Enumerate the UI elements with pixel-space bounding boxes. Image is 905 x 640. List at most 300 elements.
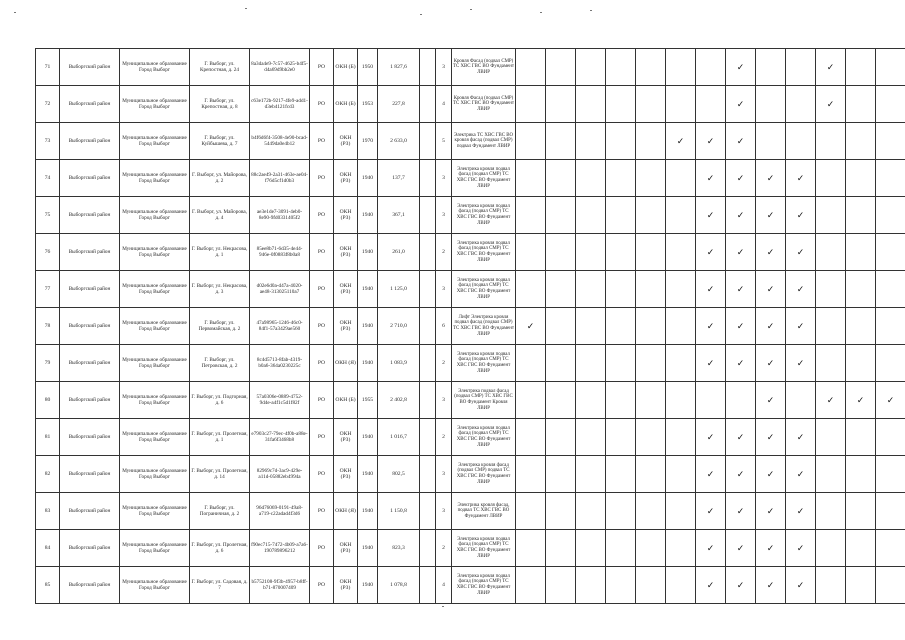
empty-work-cell bbox=[666, 308, 696, 345]
empty-work-cell bbox=[636, 419, 666, 456]
empty-work-cell bbox=[576, 493, 606, 530]
build-year-cell: 1940 bbox=[358, 493, 378, 530]
heritage-category-cell: ОКН (Б) bbox=[334, 86, 358, 123]
floors-cell: 5 bbox=[436, 123, 452, 160]
heritage-category-cell: ОКН (Б) bbox=[334, 382, 358, 419]
heritage-category-cell: ОКН (РЗ) bbox=[334, 271, 358, 308]
ownership-cell: РО bbox=[310, 345, 334, 382]
check-mark-icon: ✓ bbox=[726, 308, 756, 345]
table-row bbox=[36, 49, 905, 86]
blank-cell bbox=[420, 271, 436, 308]
house-id-cell: 57a0306e-0889-4752-9d4e-a4f1c5d1f82f bbox=[250, 382, 310, 419]
address-cell: Г. Выборг, ул. Некрасова, д. 1 bbox=[190, 234, 250, 271]
table-row bbox=[36, 382, 905, 419]
empty-work-cell bbox=[876, 419, 905, 456]
municipality-cell: Муниципальное образование Город Выборг bbox=[120, 419, 190, 456]
district-cell: Выборгский район bbox=[60, 160, 120, 197]
ownership-cell: РО bbox=[310, 49, 334, 86]
house-id-cell: 47a98965-1246-46c0-84f1-57a3429ae560 bbox=[250, 308, 310, 345]
district-cell: Выборгский район bbox=[60, 419, 120, 456]
row-number: 85 bbox=[36, 567, 60, 604]
empty-work-cell bbox=[606, 197, 636, 234]
empty-work-cell bbox=[666, 49, 696, 86]
ownership-cell: РО bbox=[310, 197, 334, 234]
empty-work-cell bbox=[546, 308, 576, 345]
house-id-cell: b5752108-9f3b-4957-b8ff-b71-870007409 bbox=[250, 567, 310, 604]
empty-work-cell bbox=[516, 567, 546, 604]
scan-speck bbox=[590, 10, 592, 11]
address-cell: Г. Выборг, ул. Пролетная, д. 14 bbox=[190, 456, 250, 493]
area-cell: 823,3 bbox=[378, 530, 420, 567]
empty-work-cell bbox=[606, 382, 636, 419]
empty-work-cell bbox=[876, 567, 905, 604]
empty-work-cell bbox=[576, 567, 606, 604]
address-cell: Г. Выборг, ул. Пролетная, д. 6 bbox=[190, 530, 250, 567]
build-year-cell: 1940 bbox=[358, 271, 378, 308]
check-mark-icon: ✓ bbox=[726, 234, 756, 271]
empty-work-cell bbox=[666, 530, 696, 567]
ownership-cell: РО bbox=[310, 308, 334, 345]
table-row bbox=[36, 493, 905, 530]
empty-work-cell bbox=[816, 234, 846, 271]
table-row bbox=[36, 530, 905, 567]
floors-cell: 3 bbox=[436, 456, 452, 493]
floors-cell: 3 bbox=[436, 382, 452, 419]
check-mark-icon: ✓ bbox=[756, 345, 786, 382]
municipality-cell: Муниципальное образование Город Выборг bbox=[120, 123, 190, 160]
empty-work-cell bbox=[546, 271, 576, 308]
area-cell: 261,0 bbox=[378, 234, 420, 271]
blank-cell bbox=[420, 49, 436, 86]
empty-work-cell bbox=[846, 160, 876, 197]
district-cell: Выборгский район bbox=[60, 86, 120, 123]
empty-work-cell bbox=[876, 308, 905, 345]
empty-work-cell bbox=[606, 493, 636, 530]
area-cell: 1 083,9 bbox=[378, 345, 420, 382]
check-mark-icon: ✓ bbox=[786, 271, 816, 308]
empty-work-cell bbox=[816, 456, 846, 493]
empty-work-cell bbox=[666, 160, 696, 197]
municipality-cell: Муниципальное образование Город Выборг bbox=[120, 234, 190, 271]
municipality-cell: Муниципальное образование Город Выборг bbox=[120, 86, 190, 123]
check-mark-icon: ✓ bbox=[756, 271, 786, 308]
district-cell: Выборгский район bbox=[60, 234, 120, 271]
floors-cell: 6 bbox=[436, 308, 452, 345]
area-cell: 1 125,0 bbox=[378, 271, 420, 308]
house-id-cell: 82969c7d-3ac9-429e-a11d-05882eb4994a bbox=[250, 456, 310, 493]
check-mark-icon: ✓ bbox=[786, 234, 816, 271]
works-list-cell: Электрика ТС ХВС ГВС ВО кровля фасад (подвал СМР) подвал Фундамент ЛВИР bbox=[452, 123, 516, 160]
row-number: 74 bbox=[36, 160, 60, 197]
ownership-cell: РО bbox=[310, 271, 334, 308]
check-mark-icon: ✓ bbox=[696, 530, 726, 567]
district-cell: Выборгский район bbox=[60, 271, 120, 308]
empty-work-cell bbox=[516, 493, 546, 530]
empty-work-cell bbox=[816, 271, 846, 308]
check-mark-icon: ✓ bbox=[756, 419, 786, 456]
empty-work-cell bbox=[606, 567, 636, 604]
empty-work-cell bbox=[636, 530, 666, 567]
empty-work-cell bbox=[546, 567, 576, 604]
empty-work-cell bbox=[546, 419, 576, 456]
district-cell: Выборгский район bbox=[60, 567, 120, 604]
empty-work-cell bbox=[516, 419, 546, 456]
district-cell: Выборгский район bbox=[60, 493, 120, 530]
empty-work-cell bbox=[666, 234, 696, 271]
build-year-cell: 1940 bbox=[358, 456, 378, 493]
empty-work-cell bbox=[876, 197, 905, 234]
build-year-cell: 1970 bbox=[358, 123, 378, 160]
check-mark-icon: ✓ bbox=[756, 160, 786, 197]
table-row bbox=[36, 160, 905, 197]
check-mark-icon: ✓ bbox=[786, 345, 816, 382]
empty-work-cell bbox=[846, 530, 876, 567]
district-cell: Выборгский район bbox=[60, 456, 120, 493]
table-row bbox=[36, 567, 905, 604]
floors-cell: 4 bbox=[436, 567, 452, 604]
empty-work-cell bbox=[666, 493, 696, 530]
house-id-cell: e7903c27-79ec-4f0b-a88e-31fa6f3468b8 bbox=[250, 419, 310, 456]
works-list-cell: Электрика кровля подвал фасад (подвал СМР) ТС ХВС ГВС ВО Фундамент ЛВИР bbox=[452, 160, 516, 197]
check-mark-icon: ✓ bbox=[756, 567, 786, 604]
heritage-category-cell: ОКН (РЗ) bbox=[334, 456, 358, 493]
empty-work-cell bbox=[606, 419, 636, 456]
house-id-cell: 88c2ae49-2a31-463e-ae04-f76d5cf1d0b3 bbox=[250, 160, 310, 197]
check-mark-icon: ✓ bbox=[696, 234, 726, 271]
address-cell: Г. Выборг, ул. Некрасова, д. 3 bbox=[190, 271, 250, 308]
empty-work-cell bbox=[816, 530, 846, 567]
blank-cell bbox=[420, 567, 436, 604]
empty-work-cell bbox=[876, 86, 905, 123]
area-cell: 2 402,8 bbox=[378, 382, 420, 419]
address-cell: Г. Выборг, ул. Подгорная, д. 6 bbox=[190, 382, 250, 419]
municipality-cell: Муниципальное образование Город Выборг bbox=[120, 382, 190, 419]
empty-work-cell bbox=[756, 86, 786, 123]
house-id-cell: 96d76069-0191-49a8-a719-c22adad4f3d6 bbox=[250, 493, 310, 530]
area-cell: 1 827,6 bbox=[378, 49, 420, 86]
house-id-cell: 85ee8b71-6d35-4e44-946e-0f0883f8b0a8 bbox=[250, 234, 310, 271]
empty-work-cell bbox=[666, 271, 696, 308]
empty-work-cell bbox=[786, 49, 816, 86]
empty-work-cell bbox=[726, 382, 756, 419]
house-id-cell: 8c4d5713-8fab-4319-b0a6-364a0230225c bbox=[250, 345, 310, 382]
empty-work-cell bbox=[576, 382, 606, 419]
floors-cell: 3 bbox=[436, 160, 452, 197]
district-cell: Выборгский район bbox=[60, 197, 120, 234]
district-cell: Выборгский район bbox=[60, 49, 120, 86]
works-list-cell: Электрика кровля подвал фасад (подвал СМР) ТС ХВС ГВС ВО Фундамент ЛВИР bbox=[452, 419, 516, 456]
works-list-cell: Электрика кровля подвал фасад (подвал СМР) ТС ХВС ГВС ВО Фундамент ЛВИР bbox=[452, 345, 516, 382]
empty-work-cell bbox=[666, 567, 696, 604]
empty-work-cell bbox=[846, 86, 876, 123]
address-cell: Г. Выборг, ул. Петровская, д. 2 bbox=[190, 345, 250, 382]
works-list-cell: Лифт Электрика кровля подвал фасад (подвал СМР) ТС ХВС ГВС ВО Фундамент ЛВИР bbox=[452, 308, 516, 345]
empty-work-cell bbox=[786, 123, 816, 160]
check-mark-icon: ✓ bbox=[756, 308, 786, 345]
row-number: 71 bbox=[36, 49, 60, 86]
district-cell: Выборгский район bbox=[60, 123, 120, 160]
empty-work-cell bbox=[876, 271, 905, 308]
empty-work-cell bbox=[606, 308, 636, 345]
address-cell: Г. Выборг, ул. Крепостная, д. 24 bbox=[190, 49, 250, 86]
table-row bbox=[36, 123, 905, 160]
empty-work-cell bbox=[606, 234, 636, 271]
check-mark-icon: ✓ bbox=[726, 271, 756, 308]
empty-work-cell bbox=[786, 86, 816, 123]
ownership-cell: РО bbox=[310, 86, 334, 123]
floors-cell: 2 bbox=[436, 345, 452, 382]
empty-work-cell bbox=[636, 86, 666, 123]
empty-work-cell bbox=[516, 345, 546, 382]
area-cell: 1 016,7 bbox=[378, 419, 420, 456]
check-mark-icon: ✓ bbox=[786, 197, 816, 234]
build-year-cell: 1940 bbox=[358, 234, 378, 271]
empty-work-cell bbox=[636, 160, 666, 197]
empty-work-cell bbox=[576, 123, 606, 160]
blank-cell bbox=[420, 308, 436, 345]
empty-work-cell bbox=[696, 382, 726, 419]
build-year-cell: 1940 bbox=[358, 197, 378, 234]
works-list-cell: Электрика кровля подвал фасад (подвал СМР) ТС ХВС ГВС ВО Фундамент ЛВИР bbox=[452, 530, 516, 567]
empty-work-cell bbox=[846, 123, 876, 160]
district-cell: Выборгский район bbox=[60, 308, 120, 345]
works-list-cell: Электрика кровля подвал фасад (подвал СМР) ТС ХВС ГВС ВО Фундамент ЛВИР bbox=[452, 234, 516, 271]
check-mark-icon: ✓ bbox=[696, 493, 726, 530]
area-cell: 802,5 bbox=[378, 456, 420, 493]
blank-cell bbox=[420, 530, 436, 567]
check-mark-icon: ✓ bbox=[816, 86, 846, 123]
empty-work-cell bbox=[756, 123, 786, 160]
empty-work-cell bbox=[876, 345, 905, 382]
empty-work-cell bbox=[846, 493, 876, 530]
floors-cell: 3 bbox=[436, 197, 452, 234]
blank-cell bbox=[420, 382, 436, 419]
check-mark-icon: ✓ bbox=[726, 49, 756, 86]
works-list-cell: Электрика кровля фасад, подвал ТС ХВС ГВС ВО Фундамент ЛВИР bbox=[452, 493, 516, 530]
empty-work-cell bbox=[576, 308, 606, 345]
empty-work-cell bbox=[846, 419, 876, 456]
address-cell: Г. Выборг, ул. Майорова, д. 4 bbox=[190, 197, 250, 234]
empty-work-cell bbox=[636, 197, 666, 234]
ownership-cell: РО bbox=[310, 382, 334, 419]
area-cell: 137,7 bbox=[378, 160, 420, 197]
empty-work-cell bbox=[876, 123, 905, 160]
build-year-cell: 1940 bbox=[358, 530, 378, 567]
empty-work-cell bbox=[666, 419, 696, 456]
check-mark-icon: ✓ bbox=[786, 493, 816, 530]
housing-register-table bbox=[35, 48, 905, 604]
heritage-category-cell: ОКН (РЗ) bbox=[334, 160, 358, 197]
empty-work-cell bbox=[516, 530, 546, 567]
area-cell: 367,1 bbox=[378, 197, 420, 234]
check-mark-icon: ✓ bbox=[816, 382, 846, 419]
row-number: 83 bbox=[36, 493, 60, 530]
floors-cell: 2 bbox=[436, 234, 452, 271]
row-number: 80 bbox=[36, 382, 60, 419]
house-id-cell: d02e6d0a-d47a-4020-ae48-313025110a7 bbox=[250, 271, 310, 308]
empty-work-cell bbox=[546, 197, 576, 234]
build-year-cell: 1940 bbox=[358, 160, 378, 197]
blank-cell bbox=[420, 456, 436, 493]
build-year-cell: 1940 bbox=[358, 567, 378, 604]
empty-work-cell bbox=[876, 530, 905, 567]
area-cell: 227,8 bbox=[378, 86, 420, 123]
heritage-category-cell: ОКН (РЗ) bbox=[334, 308, 358, 345]
floors-cell: 3 bbox=[436, 49, 452, 86]
check-mark-icon: ✓ bbox=[726, 123, 756, 160]
empty-work-cell bbox=[846, 271, 876, 308]
empty-work-cell bbox=[546, 234, 576, 271]
empty-work-cell bbox=[846, 456, 876, 493]
row-number: 78 bbox=[36, 308, 60, 345]
blank-cell bbox=[420, 197, 436, 234]
ownership-cell: РО bbox=[310, 123, 334, 160]
empty-work-cell bbox=[666, 456, 696, 493]
table-row bbox=[36, 345, 905, 382]
municipality-cell: Муниципальное образование Город Выборг bbox=[120, 160, 190, 197]
floors-cell: 2 bbox=[436, 419, 452, 456]
empty-work-cell bbox=[606, 530, 636, 567]
row-number: 81 bbox=[36, 419, 60, 456]
empty-work-cell bbox=[576, 86, 606, 123]
empty-work-cell bbox=[666, 197, 696, 234]
empty-work-cell bbox=[816, 419, 846, 456]
house-id-cell: f90ec715-7472-4b09-a7a6-190789896212 bbox=[250, 530, 310, 567]
empty-work-cell bbox=[606, 160, 636, 197]
check-mark-icon: ✓ bbox=[696, 123, 726, 160]
floors-cell: 3 bbox=[436, 493, 452, 530]
municipality-cell: Муниципальное образование Город Выборг bbox=[120, 456, 190, 493]
works-list-cell: Электрика кровля подвал фасад (подвал СМР) ТС ХВС ГВС ВО Фундамент ЛВИР bbox=[452, 271, 516, 308]
address-cell: Г. Выборг, ул. Садовая, д. 7 bbox=[190, 567, 250, 604]
check-mark-icon: ✓ bbox=[786, 419, 816, 456]
table-row bbox=[36, 419, 905, 456]
blank-cell bbox=[420, 234, 436, 271]
empty-work-cell bbox=[846, 567, 876, 604]
works-list-cell: Электрика кровля подвал фасад (подвал СМР) ТС ХВС ГВС ВО Фундамент ЛВИР bbox=[452, 197, 516, 234]
check-mark-icon: ✓ bbox=[696, 271, 726, 308]
build-year-cell: 1940 bbox=[358, 419, 378, 456]
empty-work-cell bbox=[576, 419, 606, 456]
empty-work-cell bbox=[786, 382, 816, 419]
table-row bbox=[36, 197, 905, 234]
scan-speck bbox=[14, 12, 16, 13]
check-mark-icon: ✓ bbox=[726, 345, 756, 382]
address-cell: Г. Выборг, ул. Майорова, д. 2 bbox=[190, 160, 250, 197]
empty-work-cell bbox=[816, 123, 846, 160]
blank-cell bbox=[420, 86, 436, 123]
empty-work-cell bbox=[576, 197, 606, 234]
heritage-category-cell: ОКН (РЗ) bbox=[334, 567, 358, 604]
scan-speck bbox=[540, 12, 542, 13]
empty-work-cell bbox=[516, 160, 546, 197]
house-id-cell: c63e172b-9217-4fe9-add1-d3eb4121fcd3 bbox=[250, 86, 310, 123]
check-mark-icon: ✓ bbox=[786, 308, 816, 345]
heritage-category-cell: ОКН (Я) bbox=[334, 345, 358, 382]
row-number: 76 bbox=[36, 234, 60, 271]
works-list-cell: Кровля Фасад (подвал СМР) ТС ХВС ГВС ВО Фундамент ЛВИР bbox=[452, 86, 516, 123]
scan-speck bbox=[420, 14, 422, 15]
address-cell: Г. Выборг, ул. Первомайская, д. 2 bbox=[190, 308, 250, 345]
scan-speck bbox=[442, 606, 444, 607]
floors-cell: 4 bbox=[436, 86, 452, 123]
empty-work-cell bbox=[546, 456, 576, 493]
empty-work-cell bbox=[576, 234, 606, 271]
heritage-category-cell: ОКН (РЗ) bbox=[334, 197, 358, 234]
heritage-category-cell: ОКН (РЗ) bbox=[334, 234, 358, 271]
address-cell: Г. Выборг, ул. Куйбышева, д. 7 bbox=[190, 123, 250, 160]
district-cell: Выборгский район bbox=[60, 382, 120, 419]
empty-work-cell bbox=[546, 493, 576, 530]
check-mark-icon: ✓ bbox=[696, 567, 726, 604]
blank-cell bbox=[420, 493, 436, 530]
address-cell: Г. Выборг, ул. Крепостная, д. 8 bbox=[190, 86, 250, 123]
empty-work-cell bbox=[546, 49, 576, 86]
empty-work-cell bbox=[696, 86, 726, 123]
empty-work-cell bbox=[576, 530, 606, 567]
empty-work-cell bbox=[636, 345, 666, 382]
check-mark-icon: ✓ bbox=[696, 308, 726, 345]
empty-work-cell bbox=[816, 567, 846, 604]
empty-work-cell bbox=[696, 49, 726, 86]
house-id-cell: b4f6d6f4-3508-4e90-bcad-5449da0e4b12 bbox=[250, 123, 310, 160]
empty-work-cell bbox=[816, 197, 846, 234]
empty-work-cell bbox=[636, 271, 666, 308]
scan-speck bbox=[245, 8, 247, 9]
check-mark-icon: ✓ bbox=[696, 345, 726, 382]
check-mark-icon: ✓ bbox=[726, 160, 756, 197]
works-list-cell: Электрика подвал фасад (подвал СМР) ТС ХВС ГВС ВО Фундамент Кровля ЛВИР bbox=[452, 382, 516, 419]
empty-work-cell bbox=[876, 234, 905, 271]
empty-work-cell bbox=[516, 234, 546, 271]
build-year-cell: 1940 bbox=[358, 308, 378, 345]
check-mark-icon: ✓ bbox=[846, 382, 876, 419]
area-cell: 1 078,8 bbox=[378, 567, 420, 604]
area-cell: 2 633,0 bbox=[378, 123, 420, 160]
check-mark-icon: ✓ bbox=[696, 419, 726, 456]
district-cell: Выборгский район bbox=[60, 345, 120, 382]
ownership-cell: РО bbox=[310, 567, 334, 604]
check-mark-icon: ✓ bbox=[786, 567, 816, 604]
row-number: 73 bbox=[36, 123, 60, 160]
build-year-cell: 1950 bbox=[358, 49, 378, 86]
check-mark-icon: ✓ bbox=[726, 530, 756, 567]
table-row bbox=[36, 271, 905, 308]
empty-work-cell bbox=[846, 345, 876, 382]
works-list-cell: Кровля Фасад (подвал СМР) ТС ХВС ГВС ВО Фундамент ЛВИР bbox=[452, 49, 516, 86]
empty-work-cell bbox=[846, 197, 876, 234]
empty-work-cell bbox=[606, 49, 636, 86]
check-mark-icon: ✓ bbox=[756, 234, 786, 271]
scan-speck bbox=[470, 9, 472, 10]
empty-work-cell bbox=[516, 197, 546, 234]
empty-work-cell bbox=[606, 123, 636, 160]
check-mark-icon: ✓ bbox=[756, 382, 786, 419]
empty-work-cell bbox=[816, 308, 846, 345]
district-cell: Выборгский район bbox=[60, 530, 120, 567]
empty-work-cell bbox=[606, 456, 636, 493]
empty-work-cell bbox=[576, 456, 606, 493]
check-mark-icon: ✓ bbox=[696, 160, 726, 197]
area-cell: 1 150,8 bbox=[378, 493, 420, 530]
ownership-cell: РО bbox=[310, 530, 334, 567]
empty-work-cell bbox=[516, 49, 546, 86]
check-mark-icon: ✓ bbox=[726, 567, 756, 604]
empty-work-cell bbox=[576, 271, 606, 308]
build-year-cell: 1953 bbox=[358, 86, 378, 123]
empty-work-cell bbox=[876, 493, 905, 530]
empty-work-cell bbox=[846, 49, 876, 86]
